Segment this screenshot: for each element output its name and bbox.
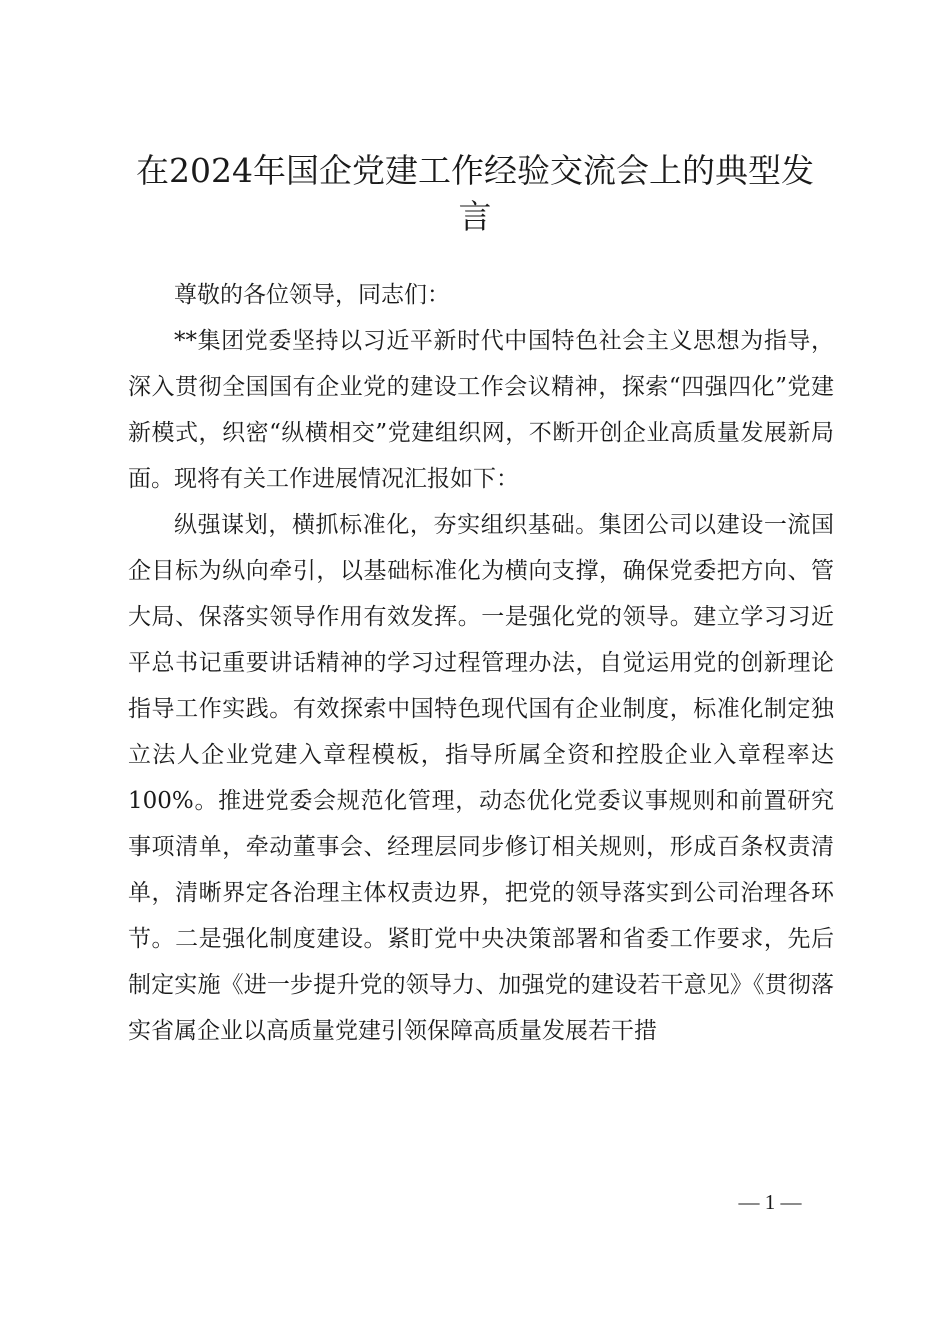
paragraph-organization: 纵强谋划，横抓标准化，夯实组织基础。集团公司以建设一流国企目标为纵向牵引，以基础标准化为横向支撑，确保党委把方向、管大局、保落实领导作用有效发挥。一是强化党的领导。建立学习习近平总书记重要讲话精神的学习过程管理办法，自觉运用党的创新理论指导工作实践。有效探索中国特色现代国有企业制度，标准化制定独立法人企业党建入章程模板，指导所属全资和控股企业入章程率达100%。推进党委会规范化管理，动态优化党委议事规则和前置研究事项清单，牵动董事会、经理层同步修订相关规则，形成百条权责清单，清晰界定各治理主体权责边界，把党的领导落实到公司治理各环节。二是强化制度建设。紧盯党中央决策部署和省委工作要求，先后制定实施《进一步提升党的领导力、加强党的建设若干意见》《贯彻落实省属企业以高质量党建引领保障高质量发展若干措 xyxy=(128,512,834,1044)
salutation: 尊敬的各位领导，同志们： xyxy=(174,282,450,308)
document-body xyxy=(128,272,834,1054)
paragraph-intro: **集团党委坚持以习近平新时代中国特色社会主义思想为指导，深入贯彻全国国有企业党的建设工作会议精神，探索“四强四化”党建新模式，织密“纵横相交”党建组织网，不断开创企业高质量发展新局面。现将有关工作进展情况汇报如下： xyxy=(128,328,834,492)
document-title: 在2024年国企党建工作经验交流会上的典型发言 xyxy=(136,151,814,236)
page-number: — 1 — xyxy=(738,1190,802,1214)
